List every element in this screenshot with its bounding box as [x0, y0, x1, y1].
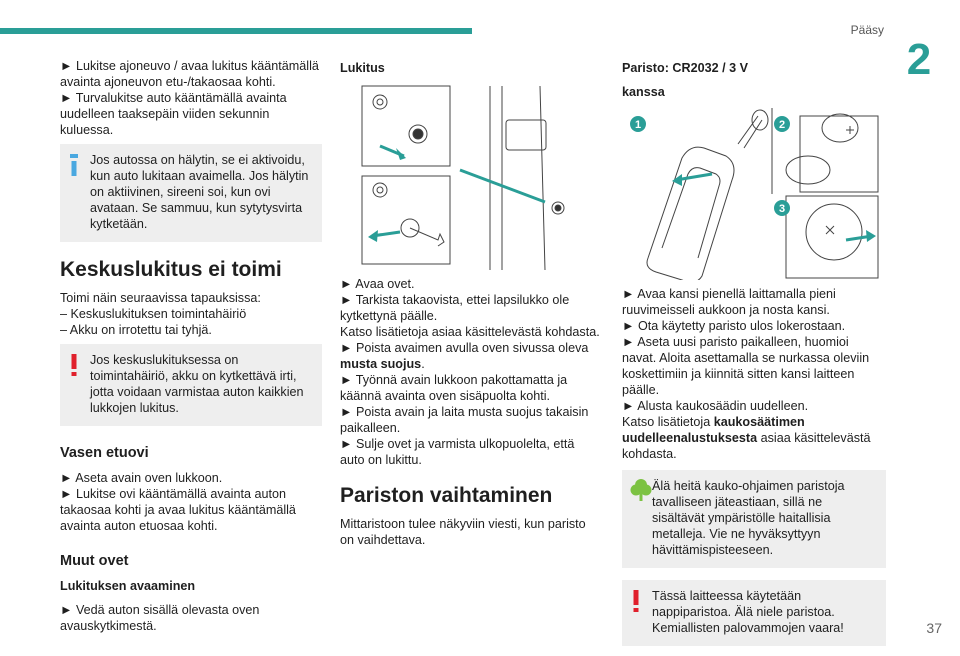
- paragraph: ► Sulje ovet ja varmista ulkopuolelta, että auto on lukittu.: [340, 437, 575, 467]
- paragraph: ► Poista avain ja laita musta suojus takaisin paikalleen.: [340, 405, 589, 435]
- heading-unlocking: Lukituksen avaaminen: [60, 579, 196, 593]
- heading-locking: Lukitus: [340, 61, 385, 75]
- door-lock-drawing: [340, 84, 602, 270]
- keyword-remote-reinit: kaukosäätimen uudelleenalustuksesta: [622, 415, 805, 445]
- header-accent-bar: [0, 28, 472, 34]
- step-3-badge: 3: [778, 203, 786, 215]
- paragraph: ► Avaa ovet.: [340, 277, 415, 291]
- section-title: Pääsy: [850, 23, 884, 37]
- heading-central-locking: Keskuslukitus ei toimi: [60, 258, 282, 281]
- paragraph: ► Vedä auton sisällä olevasta oven avauskytkimestä.: [60, 603, 260, 633]
- environment-note: [622, 470, 886, 568]
- paragraph: ► Lukitse ovi kääntämällä avainta auton takaosaa kohti ja avaa lukitus kääntämällä avainta auton etuosaa kohti.: [60, 487, 296, 533]
- note-text: Jos autossa on hälytin, se ei aktivoidu, kun auto lukitaan avaimella. Jos hälytin on aktiivinen, sireeni soi, kun ovi avataan. Se sammuu, kun sytytysvirta kytketään.: [90, 153, 309, 231]
- paragraph: ► Aseta uusi paristo paikalleen, huomioi navat. Aloita asettamalla se nurkassa oleviin koskettimiin ja kiinnitä sitten kansi laitteen päälle.: [622, 335, 870, 397]
- paragraph: Katso lisätietoja kaukosäätimen uudelleenalustuksesta asiaa käsittelevästä kohdasta.: [622, 415, 871, 461]
- info-icon: [70, 154, 78, 176]
- column-3: [622, 58, 886, 656]
- heading-battery-type: Paristo: CR2032 / 3 V: [622, 61, 748, 75]
- tree-icon: [630, 478, 652, 502]
- column-2: [340, 58, 602, 548]
- list-item: – Akku on irrotettu tai tyhjä.: [60, 323, 212, 337]
- door-lock-illustration: [340, 84, 602, 270]
- key-battery-drawing: [622, 108, 886, 280]
- info-note: [60, 144, 322, 242]
- heading-front-door: Vasen etuovi: [60, 445, 149, 461]
- warning-note: [622, 580, 886, 646]
- paragraph: Mittaristoon tulee näkyviin viesti, kun paristo on vaihdettava.: [340, 517, 586, 547]
- paragraph: Katso lisätietoja asiaa käsittelevästä kohdasta.: [340, 325, 600, 339]
- note-text: Jos keskuslukituksessa on toimintahäiriö, akku on kytkettävä irti, jotta voidaan varmistaa auton kaikkien lukkojen lukitus.: [90, 353, 304, 415]
- step-2-badge: 2: [778, 119, 786, 131]
- paragraph: ► Työnnä avain lukkoon pakottamatta ja käännä avainta oven sisäpuolta kohti.: [340, 373, 568, 403]
- warning-icon: [70, 354, 78, 376]
- list-item: – Keskuslukituksen toimintahäiriö: [60, 307, 247, 321]
- paragraph: ► Tarkista takaovista, ettei lapsilukko ole kytkettynä päälle.: [340, 293, 570, 323]
- paragraph: Toimi näin seuraavissa tapauksissa:: [60, 291, 261, 305]
- note-text: Tässä laitteessa käytetään nappiparistoa. Älä niele paristoa. Kemiallisten palovammojen vaara!: [652, 589, 844, 635]
- chapter-number: 2: [906, 35, 932, 84]
- paragraph: ► Aseta avain oven lukkoon.: [60, 471, 223, 485]
- column-1: [60, 58, 322, 634]
- page-number: 37: [926, 620, 942, 636]
- heading-other-doors: Muut ovet: [60, 553, 129, 569]
- heading-battery-replacement: Pariston vaihtaminen: [340, 484, 553, 507]
- paragraph: ► Lukitse ajoneuvo / avaa lukitus kääntämällä avainta ajoneuvon etu-/takaosaa kohti.: [60, 59, 319, 89]
- warning-note: [60, 344, 322, 426]
- key-battery-illustration: [622, 108, 886, 280]
- paragraph: ► Avaa kansi pienellä laittamalla pieni ruuvimeisseli aukkoon ja nosta kansi.: [622, 287, 836, 317]
- keyword-black-cover: musta suojus: [340, 357, 422, 371]
- paragraph: ► Ota käytetty paristo ulos lokerostaan.: [622, 319, 846, 333]
- note-text: Älä heitä kauko-ohjaimen paristoja tavalliseen jäteastiaan, sillä ne sisältävät ympäristölle haitallisia metalleja. Vie ne hyväksyttyyn hävittämispisteeseen.: [652, 479, 845, 557]
- step-1-badge: 1: [634, 119, 642, 131]
- paragraph: ► Turvalukitse auto kääntämällä avainta uudelleen taaksepäin viiden sekunnin kuluessa.: [60, 91, 287, 137]
- warning-icon: [632, 590, 640, 612]
- paragraph: ► Alusta kaukosäädin uudelleen.: [622, 399, 809, 413]
- heading-with: kanssa: [622, 85, 665, 99]
- paragraph: ► Poista avaimen avulla oven sivussa oleva musta suojus.: [340, 341, 589, 371]
